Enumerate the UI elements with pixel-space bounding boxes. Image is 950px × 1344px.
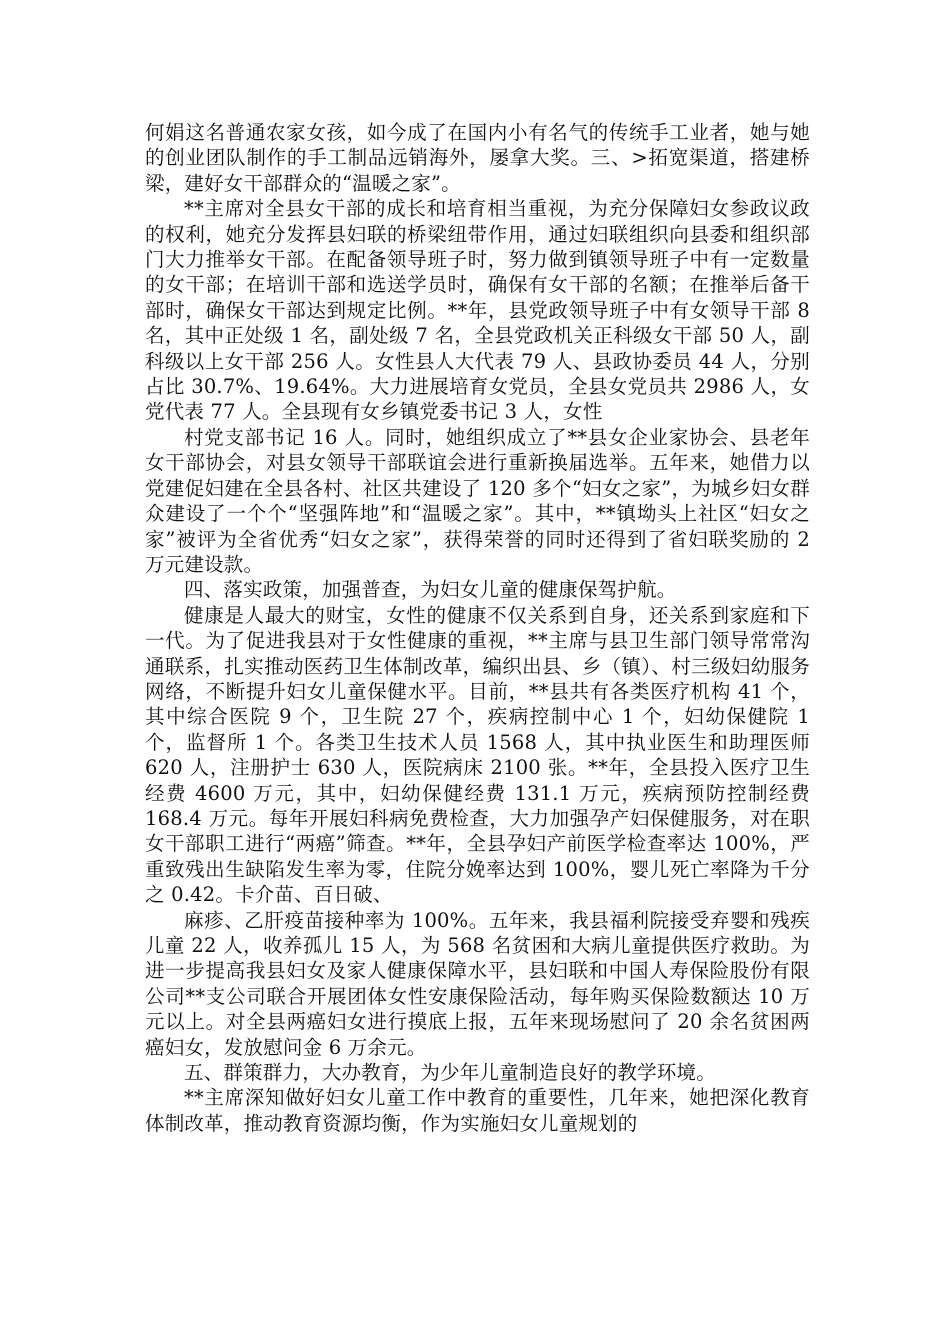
document-body	[145, 120, 810, 1136]
paragraph-3: 村党支部书记 16 人。同时，她组织成立了**县女企业家协会、县老年女干部协会，对县女领导干部联谊会进行重新换届选举。五年来，她借力以党建促妇建在全县各村、社区共建设了 120 多个“妇女之家”，为城乡妇女群众建设了一个个“坚强阵地”和“温暖之家”。其中，**镇坳头上社区“妇女之家”被评为全省优秀“妇女之家”，获得荣誉的同时还得到了省妇联奖励的 2 万元建设款。	[145, 425, 810, 576]
paragraph-1: 何娟这名普通农家女孩，如今成了在国内小有名气的传统手工业者，她与她的创业团队制作的手工制品远销海外，屡拿大奖。三、>拓宽渠道，搭建桥梁，建好女干部群众的“温暖之家”。	[145, 121, 810, 195]
section-heading-4: 四、落实政策，加强普查，为妇女儿童的健康保驾护航。	[184, 578, 677, 602]
paragraph-6: 麻疹、乙肝疫苗接种率为 100%。五年来，我县福利院接受弃婴和残疾儿童 22 人，收养孤儿 15 人，为 568 名贫困和大病儿童提供医疗救助。为进一步提高我县妇女及家人健康保障水平，县妇联和中国人寿保险股份有限公司**支公司联合开展团体女性安康保险活动，每年购买保险数额达 10 万元以上。对全县两癌妇女进行摸底上报，五年来现场慰问了 20 余名贫困两癌妇女，发放慰问金 6 万余元。	[145, 908, 810, 1059]
section-heading-5: 五、群策群力，大办教育，为少年儿童制造良好的教学环境。	[184, 1061, 716, 1085]
paragraph-5: 健康是人最大的财宝，女性的健康不仅关系到自身，还关系到家庭和下一代。为了促进我县对于女性健康的重视，**主席与县卫生部门领导常常沟通联系，扎实推动医药卫生体制改革，编织出县、乡（镇）、村三级妇幼服务网络，不断提升妇女儿童保健水平。目前，**县共有各类医疗机构 41 个，其中综合医院 9 个，卫生院 27 个，疾病控制中心 1 个，妇幼保健院 1 个，监督所 1 个。各类卫生技术人员 1568 人，其中执业医生和助理医师 620 人，注册护士 630 人，医院病床 2100 张。**年，全县投入医疗卫生经费 4600 万元，其中，妇幼保健经费 131.1 万元，疾病预防控制经费 168.4 万元。每年开展妇科病免费检查，大力加强孕产妇保健服务，对在职女干部职工进行“两癌”筛查。**年，全县孕妇产前医学检查率达 100%，严重致残出生缺陷发生率为零，住院分娩率达到 100%，婴儿死亡率降为千分之 0.42。卡介苗、百日破、	[145, 603, 810, 907]
paragraph-8: **主席深知做好妇女儿童工作中教育的重要性，几年来，她把深化教育体制改革，推动教育资源均衡，作为实施妇女儿童规划的	[145, 1086, 810, 1135]
paragraph-2: **主席对全县女干部的成长和培育相当重视，为充分保障妇女参政议政的权利，她充分发挥县妇联的桥梁纽带作用，通过妇联组织向县委和组织部门大力推举女干部。在配备领导班子时，努力做到镇领导班子中有一定数量的女干部；在培训干部和选送学员时，确保有女干部的名额；在推举后备干部时，确保女干部达到规定比例。**年，县党政领导班子中有女领导干部 8 名，其中正处级 1 名，副处级 7 名，全县党政机关正科级女干部 50 人，副科级以上女干部 256 人。女性县人大代表 79 人、县政协委员 44 人，分别占比 30.7%、19.64%。大力进展培育女党员，全县女党员共 2986 人，女党代表 77 人。全县现有女乡镇党委书记 3 人，女性	[145, 197, 810, 424]
